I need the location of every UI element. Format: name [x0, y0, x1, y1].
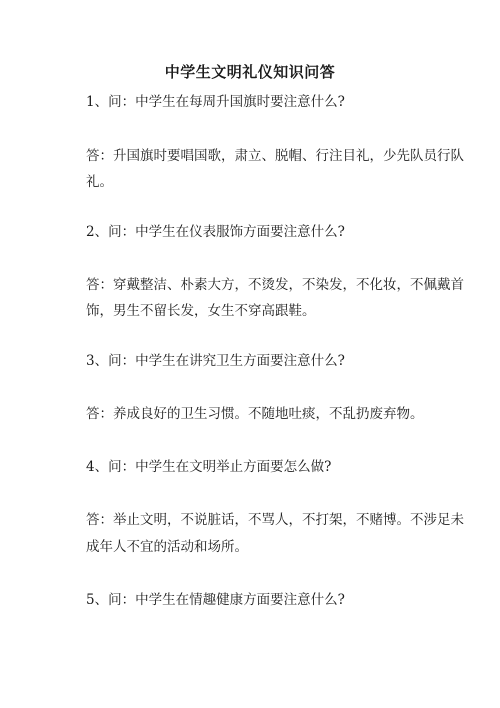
document-title: 中学生文明礼仪知识问答: [164, 63, 336, 81]
question-1: 1、问：中学生在每周升国旗时要注意什么?: [86, 94, 345, 110]
answer-2-line-2: 饰，男生不留长发，女生不穿高跟鞋。: [86, 303, 316, 319]
question-4: 4、问：中学生在文明举止方面要怎么做?: [86, 459, 332, 475]
question-2: 2、问：中学生在仪表服饰方面要注意什么?: [86, 224, 345, 240]
question-5: 5、问：中学生在情趣健康方面要注意什么?: [86, 592, 345, 608]
answer-4-line-2: 成年人不宜的活动和场所。: [86, 539, 248, 555]
answer-2-line-1: 答：穿戴整洁、朴素大方，不烫发，不染发，不化妆，不佩戴首: [86, 277, 464, 293]
answer-1-line-1: 答：升国旗时要唱国歌，肃立、脱帽、行注目礼，少先队员行队: [86, 148, 464, 164]
answer-4-line-1: 答：举止文明，不说脏话，不骂人，不打架，不赌博。不涉足未: [86, 512, 464, 528]
question-3: 3、问：中学生在讲究卫生方面要注意什么?: [86, 353, 345, 369]
answer-1-line-2: 礼。: [86, 174, 113, 190]
answer-3-line-1: 答：养成良好的卫生习惯。不随地吐痰，不乱扔废弃物。: [86, 406, 424, 422]
